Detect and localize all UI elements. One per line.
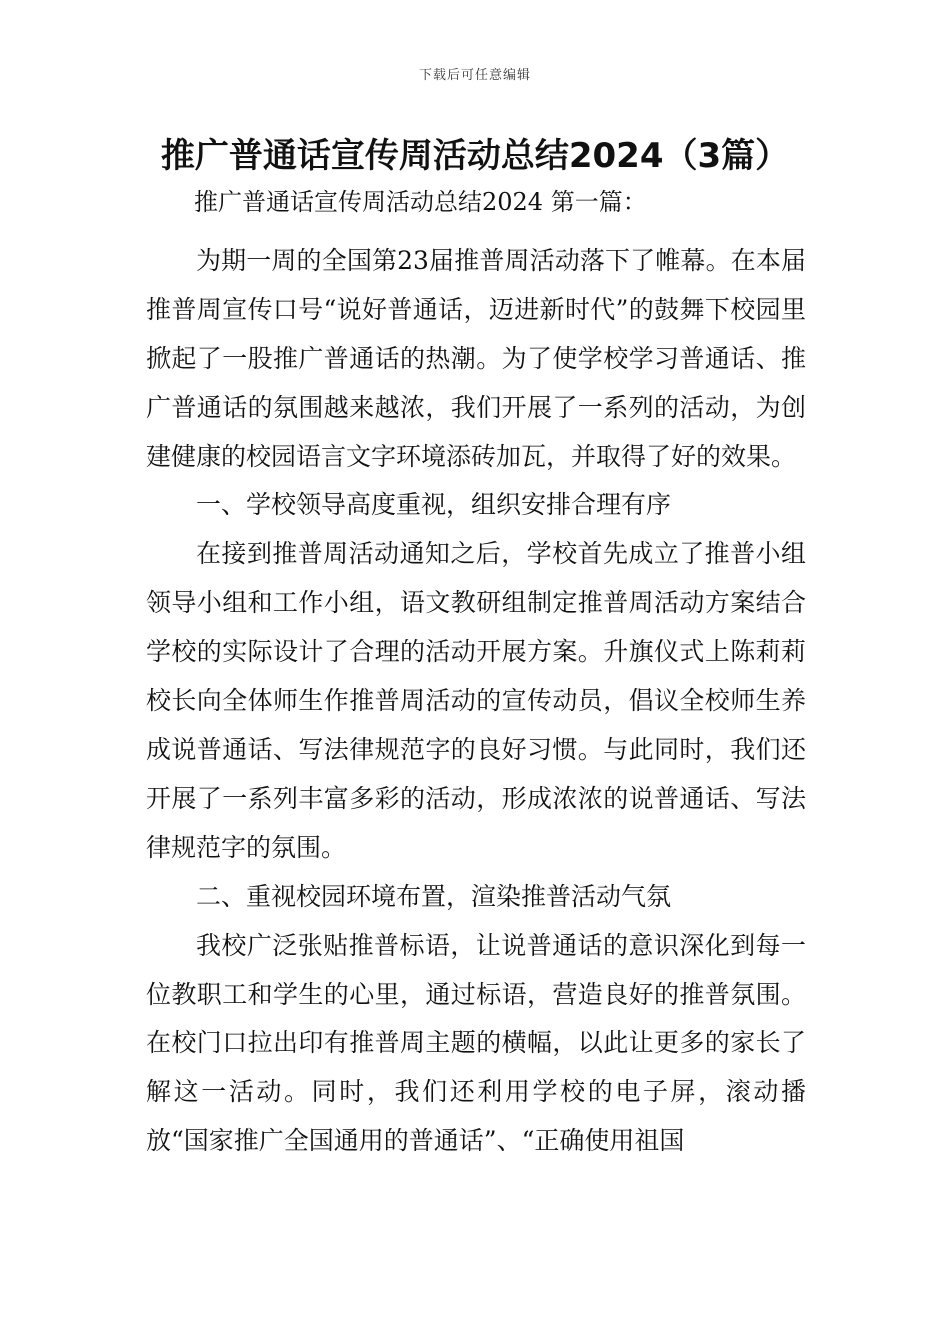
header-note: 下载后可任意编辑	[418, 68, 531, 83]
paragraph-intro: 为期一周的全国第23届推普周活动落下了帷幕。在本届推普周宣传口号“说好普通话，迈进新时代”的鼓舞下校园里掀起了一股推广普通话的热潮。为了使学校学习普通话、推广普通话的氛围越来越浓，我们开展了一系列的活动，为创建健康的校园语言文字环境添砖加瓦，并取得了好的效果。	[146, 245, 806, 471]
document-title: 推广普通话宣传周活动总结2024（3篇）	[160, 136, 790, 176]
section-heading-2: 二、重视校园环境布置，渲染推普活动气氛	[196, 881, 672, 911]
section-subtitle: 推广普通话宣传周活动总结2024 第一篇：	[194, 188, 647, 216]
paragraph-2: 我校广泛张贴推普标语，让说普通话的意识深化到每一位教职工和学生的心里，通过标语，营造良好的推普氛围。在校门口拉出印有推普周主题的横幅，以此让更多的家长了解这一活动。同时，我们还利用学校的电子屏，滚动播放“国家推广全国通用的普通话”、“正确使用祖国	[146, 930, 806, 1156]
document-body	[146, 178, 806, 1166]
section-heading-1: 一、学校领导高度重视，组织安排合理有序	[196, 490, 672, 520]
paragraph-1: 在接到推普周活动通知之后，学校首先成立了推普小组领导小组和工作小组，语文教研组制定推普周活动方案结合学校的实际设计了合理的活动开展方案。升旗仪式上陈莉莉校长向全体师生作推普周活动的宣传动员，倡议全校师生养成说普通话、写法律规范字的良好习惯。与此同时，我们还开展了一系列丰富多彩的活动，形成浓浓的说普通话、写法律规范字的氛围。	[146, 539, 806, 862]
